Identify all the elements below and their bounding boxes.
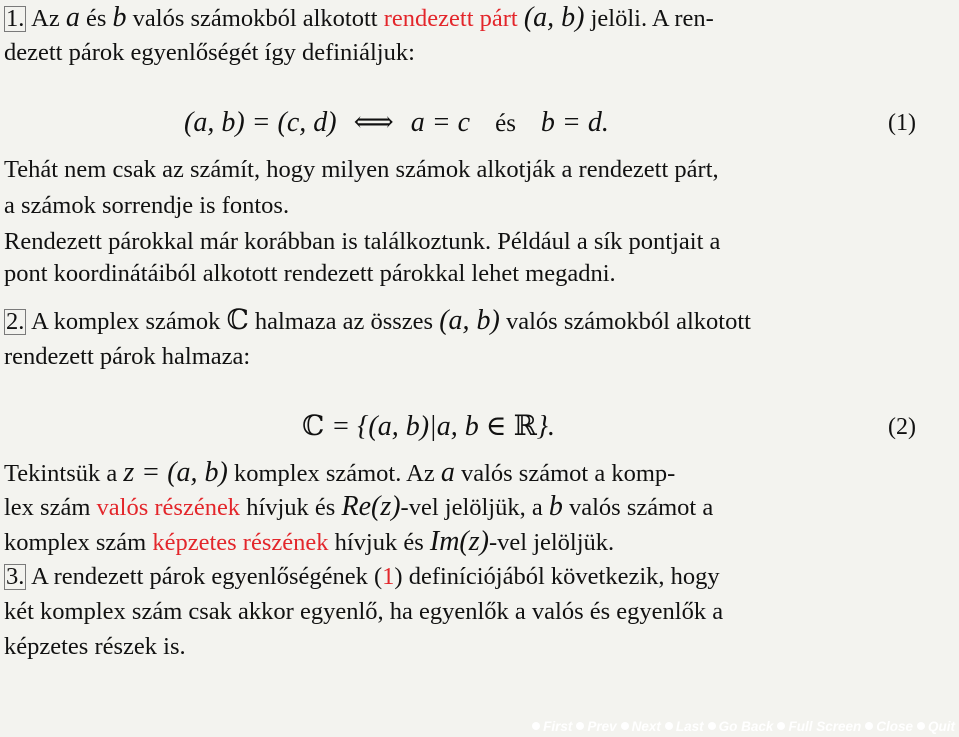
math-pair: (a, b) <box>439 305 500 336</box>
nav-label: Quit <box>928 718 955 734</box>
text: lex szám <box>4 494 97 521</box>
term-kepzetes-resz: képzetes részének <box>152 529 329 556</box>
text: komplex szám <box>4 529 153 556</box>
text: valós számot a <box>562 494 714 521</box>
text: valós számot a komp- <box>454 460 676 487</box>
nav-prev-button[interactable] <box>576 717 616 735</box>
item3-number[interactable]: 3. <box>6 563 25 590</box>
text: A rendezett párok egyenlőségének ( <box>26 563 383 590</box>
text: hívjuk és <box>328 529 430 556</box>
item1-para2-line1: Rendezett párokkal már korábban is találkoztunk. Például a sík pontjait a <box>4 228 721 255</box>
text: jelöli. A ren- <box>584 5 714 32</box>
item3-line2: két komplex szám csak akkor egyenlő, ha egyenlők a valós és egyenlők a <box>4 598 724 625</box>
eq1-rhs: b = d. <box>540 107 609 138</box>
nav-quit-button[interactable] <box>917 717 955 735</box>
nav-close-button[interactable] <box>865 717 913 735</box>
complex-set-symbol: ℂ <box>226 305 249 336</box>
nav-label: Go Back <box>718 718 774 734</box>
eq1-mid: a = c <box>410 107 471 138</box>
bullet-icon <box>665 722 673 730</box>
eq2-set-close: }. <box>536 411 555 442</box>
item3-line3: képzetes részek is. <box>4 633 186 660</box>
bullet-icon <box>576 722 584 730</box>
item3-line1 <box>4 562 720 592</box>
item1-line2: dezett párok egyenlőségét így definiáljuk: <box>4 39 415 66</box>
nav-full-screen-button[interactable] <box>777 717 861 735</box>
text: ) definíciójából következik, hogy <box>394 563 720 590</box>
text: és <box>79 5 113 32</box>
equation-1-number: (1) <box>888 110 916 136</box>
text: hívjuk és <box>240 494 342 521</box>
item2-line2: rendezett párok halmaza: <box>4 343 251 370</box>
nav-label: Next <box>631 718 661 734</box>
text: halmaza az összes <box>248 308 440 335</box>
equation-1-reference-link[interactable]: 1 <box>382 563 395 590</box>
element-of-icon: ∈ <box>478 411 514 442</box>
text: Az <box>26 5 66 32</box>
text: A komplex számok <box>26 308 227 335</box>
nav-label: Prev <box>587 718 617 734</box>
equation-2 <box>302 410 555 444</box>
text: valós számokból alkotott <box>126 5 384 32</box>
complex-set-symbol: ℂ <box>302 411 325 442</box>
text: -vel jelöljük. <box>488 529 615 556</box>
item2-number[interactable]: 2. <box>6 308 25 335</box>
nav-last-button[interactable] <box>665 717 704 735</box>
real-set-symbol: ℝ <box>513 411 537 442</box>
math-a: a <box>440 457 455 488</box>
term-rendezett-par: rendezett párt <box>383 5 518 32</box>
text: Tekintsük a <box>4 460 124 487</box>
math-pair: (a, b) <box>523 2 585 33</box>
nav-first-button[interactable] <box>532 717 572 735</box>
math-im-z: Im(z) <box>429 526 489 557</box>
item2-line3 <box>4 458 675 489</box>
text: komplex számot. Az <box>227 460 441 487</box>
item2-line4 <box>4 492 713 523</box>
item1-line1 <box>4 3 714 34</box>
equation-1 <box>184 106 609 141</box>
nav-next-button[interactable] <box>621 717 661 735</box>
bullet-icon <box>777 722 785 730</box>
item1-number[interactable]: 1. <box>6 5 25 32</box>
bullet-icon <box>621 722 629 730</box>
bullet-icon <box>917 722 925 730</box>
item1-para2-line2: pont koordinátáiból alkotott rendezett párokkal lehet megadni. <box>4 260 616 287</box>
math-b: b <box>112 2 127 33</box>
item1-para1-line2: a számok sorrendje is fontos. <box>4 192 290 219</box>
nav-label: First <box>543 718 573 734</box>
eq2-ab: a, b <box>436 411 479 442</box>
math-z-def: z = (a, b) <box>123 457 228 488</box>
item2-line5 <box>4 527 614 558</box>
math-a: a <box>65 2 80 33</box>
term-valos-resz: valós részének <box>96 494 241 521</box>
text: valós számokból alkotott <box>499 308 751 335</box>
equation-2-number: (2) <box>888 414 916 440</box>
eq1-es: és <box>495 110 516 137</box>
eq1-lhs: (a, b) = (c, d) <box>184 107 337 138</box>
math-b: b <box>548 491 563 522</box>
item1-para1-line1: Tehát nem csak az számít, hogy milyen számok alkotják a rendezett párt, <box>4 156 719 183</box>
nav-go-back-button[interactable] <box>708 717 774 735</box>
text: -vel jelöljük, a <box>400 494 549 521</box>
math-re-z: Re(z) <box>341 491 401 522</box>
bullet-icon <box>532 722 540 730</box>
item2-line1 <box>4 306 751 337</box>
bullet-icon <box>708 722 716 730</box>
nav-label: Full Screen <box>788 718 862 734</box>
bullet-icon <box>865 722 873 730</box>
eq2-set-open: = {(a, b)| <box>324 411 437 442</box>
iff-arrow-icon: ⟺ <box>353 107 394 138</box>
slide-navigation <box>532 717 955 735</box>
nav-label: Close <box>876 718 913 734</box>
nav-label: Last <box>675 718 704 734</box>
